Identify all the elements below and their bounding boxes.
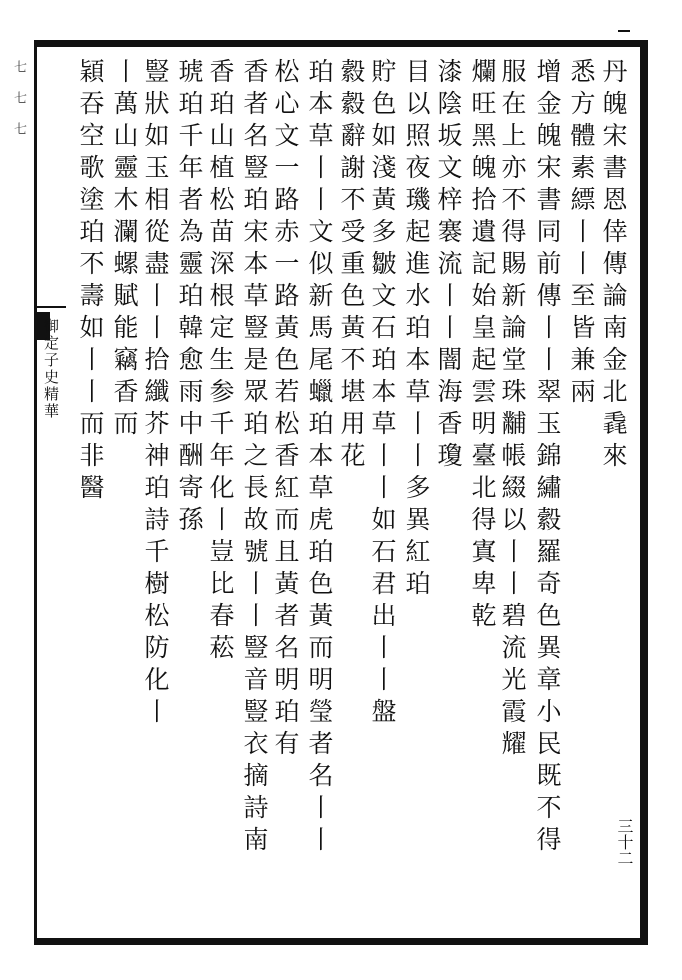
frame-top-border xyxy=(34,40,648,47)
page-number: 三十二 xyxy=(615,818,634,866)
text-column: 縠縠辭謝不受重色黃不堪用花 xyxy=(337,58,366,474)
text-column: 琥珀千年者為靈珀韓愈雨中酬寄孫 xyxy=(175,58,204,538)
text-column: 增金魄宋書同前傳丨丨翠玉錦繡縠羅奇色異章小民既不得 xyxy=(533,58,562,858)
text-column: 珀本草丨丨文似新馬尾蠟珀本草虎珀色黃而明瑩者名丨丨 xyxy=(305,58,334,858)
text-column: 漆陰坂文梓褰流丨丨闇海香瓊 xyxy=(434,58,463,474)
book-title: 御定子史精華 xyxy=(42,318,60,420)
gutter-marks: 七七七 xyxy=(11,60,26,153)
text-column: 貯色如淺黃多皺文石珀本草丨丨如石君出丨丨盤 xyxy=(368,58,397,730)
text-column: 香者名豎珀宋本草豎是眾珀之長故號丨丨豎音豎衣摘詩南 xyxy=(240,58,269,858)
frame-right-border xyxy=(640,40,648,945)
text-column: 松心文一路赤一路黃色若松香紅而且黃者名明珀有 xyxy=(271,58,300,762)
fish-tail-line xyxy=(36,306,66,308)
text-column: 丹魄宋書恩倖傳論南金北毳來 xyxy=(599,58,628,474)
text-column: 豎狀如玉相從盡丨丨拾纖芥神珀詩千樹松防化丨 xyxy=(141,58,170,730)
text-column: 悉方體素縹丨丨至皆兼兩 xyxy=(567,58,596,410)
frame-bottom-border xyxy=(34,938,648,945)
text-column: 穎吞空歌塗珀不壽如丨丨而非醫 xyxy=(76,58,105,506)
text-column: 服在上亦不得賜新論堂珠黼帳綴以丨丨碧流光霞耀 xyxy=(498,58,527,762)
text-column: 香珀山植松苗深根定生参千年化丨豈比春菘 xyxy=(206,58,235,666)
text-column: 目以照夜璣起進水珀本草丨丨多異紅珀 xyxy=(402,58,431,602)
frame-left-border xyxy=(34,40,37,945)
text-column: 丨萬山靈木瀾螺賦能竊香而 xyxy=(110,58,139,442)
corner-mark xyxy=(618,30,630,32)
text-column: 爛旺黑魄拾遺記始皇起雲明臺北得寘卑乾 xyxy=(468,58,497,634)
